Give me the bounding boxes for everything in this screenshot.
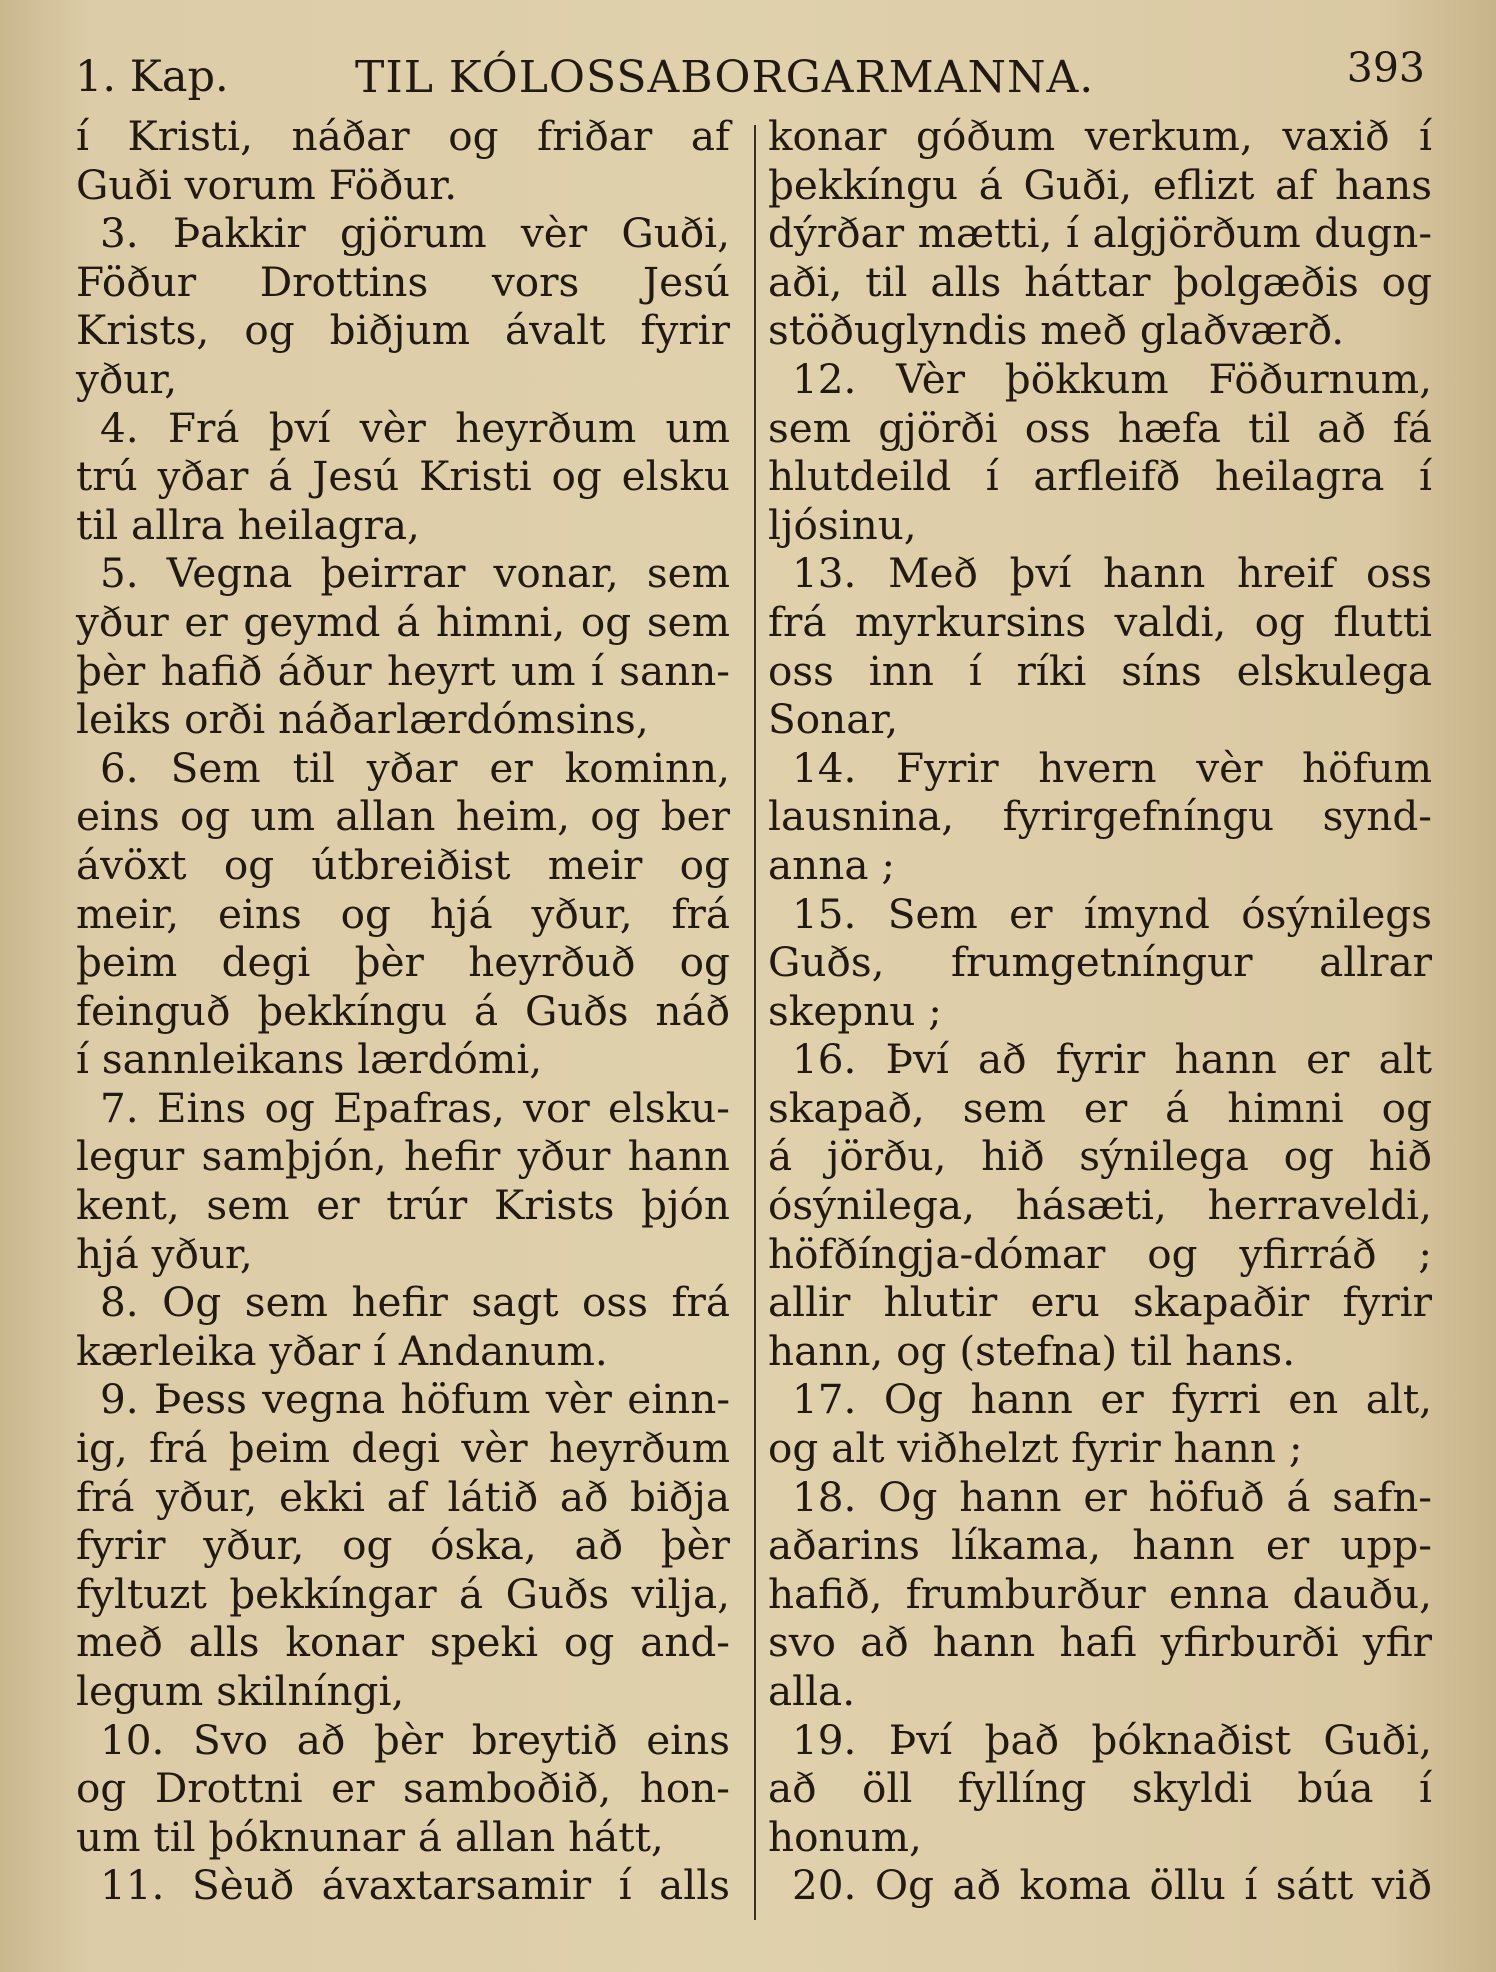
text-line: honum, bbox=[768, 1812, 922, 1861]
text-line: höfðíngja-dómar og yfirráð ; bbox=[768, 1229, 1432, 1278]
text-line: svo að hann hafi yfirburði yfir bbox=[768, 1618, 1432, 1667]
text-line: hann, og (stefna) til hans. bbox=[768, 1326, 1296, 1375]
text-line: þekkíngu á Guði, eflizt af hans bbox=[768, 160, 1432, 209]
text-line: 12. Vèr þökkum Föðurnum, bbox=[792, 354, 1432, 403]
text-line: fyrir yður, og óska, að þèr bbox=[76, 1521, 730, 1570]
text-line: til allra heilagra, bbox=[76, 500, 420, 549]
text-line: og alt viðhelzt fyrir hann ; bbox=[768, 1424, 1303, 1473]
text-line: aði, til alls háttar þolgæðis og bbox=[768, 257, 1432, 306]
text-line: þeim degi þèr heyrðuð og bbox=[76, 938, 730, 987]
text-line: skepnu ; bbox=[768, 986, 942, 1035]
text-line: legum skilníngi, bbox=[76, 1667, 405, 1715]
text-line: Sonar, bbox=[768, 695, 899, 744]
text-line: 3. Þakkir gjörum vèr Guði, bbox=[100, 209, 730, 258]
text-line: 13. Með því hann hreif oss bbox=[792, 549, 1432, 598]
text-line: 19. Því það þóknaðist Guði, bbox=[792, 1715, 1432, 1764]
chapter-label: 1. Kap. bbox=[75, 52, 229, 102]
text-line: ig, frá þeim degi vèr heyrðum bbox=[76, 1424, 730, 1473]
text-line: 17. Og hann er fyrri en alt, bbox=[792, 1375, 1432, 1424]
text-line: ljósinu, bbox=[768, 500, 917, 549]
text-line: Föður Drottins vors Jesú bbox=[76, 257, 730, 306]
running-title: TIL KÓLOSSABORGARMANNA. bbox=[355, 52, 1095, 103]
text-line: Guði vorum Föður. bbox=[76, 160, 458, 209]
text-line: ávöxt og útbreiðist meir og bbox=[76, 840, 730, 889]
text-line: 16. Því að fyrir hann er alt bbox=[792, 1035, 1432, 1084]
text-line: allir hlutir eru skapaðir fyrir bbox=[768, 1278, 1432, 1327]
text-line: aðarins líkama, hann er upp- bbox=[768, 1521, 1432, 1570]
text-line: trú yðar á Jesú Kristi og elsku bbox=[76, 452, 730, 501]
text-line: 15. Sem er ímynd ósýnilegs bbox=[792, 889, 1432, 938]
page-number: 393 bbox=[1346, 44, 1425, 92]
text-line: frá myrkursins valdi, og flutti bbox=[768, 597, 1432, 646]
left-text-column bbox=[76, 112, 730, 1910]
text-line: 8. Og sem hefir sagt oss frá bbox=[100, 1278, 730, 1327]
text-line: 18. Og hann er höfuð á safn- bbox=[792, 1472, 1432, 1521]
text-line: um til þóknunar á allan hátt, bbox=[76, 1812, 664, 1861]
text-line: í sannleikans lærdómi, bbox=[76, 1035, 543, 1084]
text-line: anna ; bbox=[768, 840, 895, 889]
text-line: Krists, og biðjum ávalt fyrir bbox=[76, 306, 730, 355]
text-line: hafið, frumburður enna dauðu, bbox=[768, 1569, 1432, 1618]
text-line: 11. Sèuð ávaxtarsamir í alls bbox=[100, 1861, 730, 1910]
text-line: 9. Þess vegna höfum vèr einn- bbox=[100, 1375, 730, 1424]
text-line: 10. Svo að þèr breytið eins bbox=[100, 1715, 730, 1764]
text-line: fyltuzt þekkíngar á Guðs vilja, bbox=[76, 1569, 730, 1618]
running-header bbox=[75, 40, 1435, 110]
text-line: kent, sem er trúr Krists þjón bbox=[76, 1181, 730, 1230]
text-line: í Kristi, náðar og friðar af bbox=[76, 112, 730, 160]
text-line: lausnina, fyrirgefníngu synd- bbox=[768, 792, 1432, 841]
text-line: alla. bbox=[768, 1667, 856, 1715]
column-divider bbox=[754, 125, 756, 1920]
text-line: Guðs, frumgetníngur allrar bbox=[768, 938, 1432, 987]
text-line: yður er geymd á himni, og sem bbox=[76, 597, 730, 646]
text-line: dýrðar mætti, í algjörðum dugn- bbox=[768, 209, 1432, 258]
text-line: yður, bbox=[76, 354, 178, 403]
text-line: meir, eins og hjá yður, frá bbox=[76, 889, 730, 938]
text-line: oss inn í ríki síns elskulega bbox=[768, 646, 1432, 695]
text-line: og Drottni er samboðið, hon- bbox=[76, 1764, 730, 1813]
text-line: ósýnilega, hásæti, herraveldi, bbox=[768, 1181, 1432, 1230]
text-line: frá yður, ekki af látið að biðja bbox=[76, 1472, 730, 1521]
text-line: eins og um allan heim, og ber bbox=[76, 792, 730, 841]
text-line: 20. Og að koma öllu í sátt við bbox=[792, 1861, 1432, 1910]
text-line: skapað, sem er á himni og bbox=[768, 1083, 1432, 1132]
text-line: sem gjörði oss hæfa til að fá bbox=[768, 403, 1432, 452]
right-text-column bbox=[768, 112, 1432, 1910]
text-line: leiks orði náðarlærdómsins, bbox=[76, 695, 649, 744]
text-line: á jörðu, hið sýnilega og hið bbox=[768, 1132, 1432, 1181]
text-line: þèr hafið áður heyrt um í sann- bbox=[76, 646, 730, 695]
text-line: konar góðum verkum, vaxið í bbox=[768, 112, 1432, 160]
text-line: 5. Vegna þeirrar vonar, sem bbox=[100, 549, 730, 598]
text-line: hjá yður, bbox=[76, 1229, 253, 1278]
text-line: 4. Frá því vèr heyrðum um bbox=[100, 403, 730, 452]
text-line: 14. Fyrir hvern vèr höfum bbox=[792, 743, 1432, 792]
text-line: hlutdeild í arfleifð heilagra í bbox=[768, 452, 1432, 501]
text-line: með alls konar speki og and- bbox=[76, 1618, 730, 1667]
text-line: 7. Eins og Epafras, vor elsku- bbox=[100, 1083, 730, 1132]
text-line: legur samþjón, hefir yður hann bbox=[76, 1132, 730, 1181]
text-line: 6. Sem til yðar er kominn, bbox=[100, 743, 730, 792]
text-line: kærleika yðar í Andanum. bbox=[76, 1326, 608, 1375]
text-line: feinguð þekkíngu á Guðs náð bbox=[76, 986, 730, 1035]
text-line: stöðuglyndis með glaðværð. bbox=[768, 306, 1345, 355]
text-line: að öll fyllíng skyldi búa í bbox=[768, 1764, 1432, 1813]
